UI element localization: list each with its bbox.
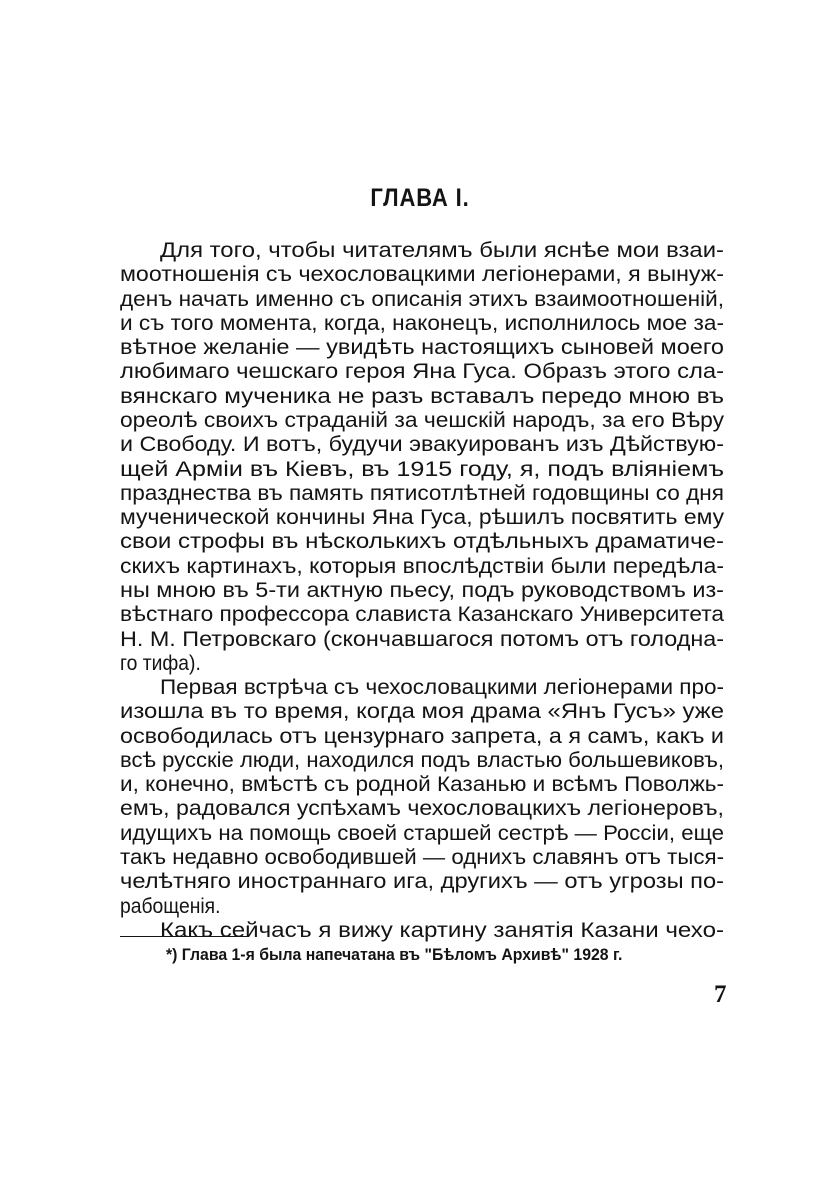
text-line-content: Для того, чтобы читателямъ были яснѣе мои взаи- [160, 239, 724, 262]
text-line-content: го тифа). [120, 651, 201, 675]
text-line-content: и, конечно, вмѣстѣ съ родной Казанью и всѣмъ Поволжь- [120, 773, 725, 797]
chapter-title: ГЛАВА I. [370, 184, 470, 212]
text-line-content: денъ начать именно съ описанія этихъ взаимоотношеній, [120, 287, 724, 311]
text-line-content: освободилась отъ цензурнаго запрета, а я самъ, какъ и [120, 724, 724, 748]
footnote-divider [120, 936, 248, 937]
text-line-content: вянскаго мученика не разъ вставалъ передо мною въ [120, 384, 724, 408]
text-line-content: вѣстнаго профессора слависта Казанскаго Университета [120, 603, 725, 627]
text-line-content: ореолѣ своихъ страданій за чешскій народъ, за его Вѣру [120, 409, 725, 432]
text-line-content: изошла въ то время, когда моя драма «Янъ Гусъ» уже [120, 700, 724, 724]
text-line-content: щей Арміи въ Кіевъ, въ 1915 году, я, подъ вліяніемъ [120, 457, 725, 481]
text-line-content: такъ недавно освободившей — однихъ славянъ отъ тыся- [120, 846, 725, 869]
page-number: 7 [714, 981, 727, 1008]
text-line-content: идущихъ на помощь своей старшей сестрѣ — Россіи, еще [120, 821, 724, 845]
text-line-content: и Свободу. И вотъ, будучи эвакуированъ изъ Дѣйствую- [120, 433, 725, 457]
text-line-content: скихъ картинахъ, которыя впослѣдствіи были передѣла- [120, 554, 724, 578]
text-line-content: вѣтное желаніе — увидѣть настоящихъ сыновей моего [120, 336, 725, 360]
text-line-content: всѣ русскіе люди, находился подъ властью большевиковъ, [120, 748, 724, 772]
text-line-content: рабощенія. [120, 894, 221, 918]
footnote: *) Глава 1-я была напечатана въ "Бѣломъ Архивѣ" 1928 г. [166, 945, 623, 964]
text-line-content: моотношенія съ чехословацкими легіонерами, я вынуж- [120, 263, 724, 287]
text-line-content: Н. М. Петровскаго (скончавшагося потомъ отъ голодна- [120, 627, 725, 651]
text-line-content: ны мною въ 5-ти актную пьесу, подъ руководствомъ из- [120, 578, 724, 602]
text-line-content: челѣтняго иностраннаго ига, другихъ — отъ угрозы по- [120, 870, 724, 894]
text-line-content: Какъ сейчасъ я вижу картину занятія Казани чехо- [160, 918, 725, 942]
text-line-content: емъ, радовался успѣхамъ чехословацкихъ легіонеровъ, [120, 797, 724, 821]
text-line-content: свои строфы въ нѣсколькихъ отдѣльныхъ драматиче- [120, 530, 724, 554]
text-line-content: и съ того момента, когда, наконецъ, исполнилось мое за- [120, 311, 725, 335]
text-line-content: Первая встрѣча съ чехословацкими легіонерами про- [160, 676, 725, 699]
text-line-content: любимаго чешскаго героя Яна Гуса. Образъ этого сла- [120, 360, 724, 384]
text-line-content: празднества въ память пятисотлѣтней годовщины со дня [120, 481, 725, 505]
text-line-content: мученической кончины Яна Гуса, рѣшилъ посвятить ему [120, 506, 725, 530]
